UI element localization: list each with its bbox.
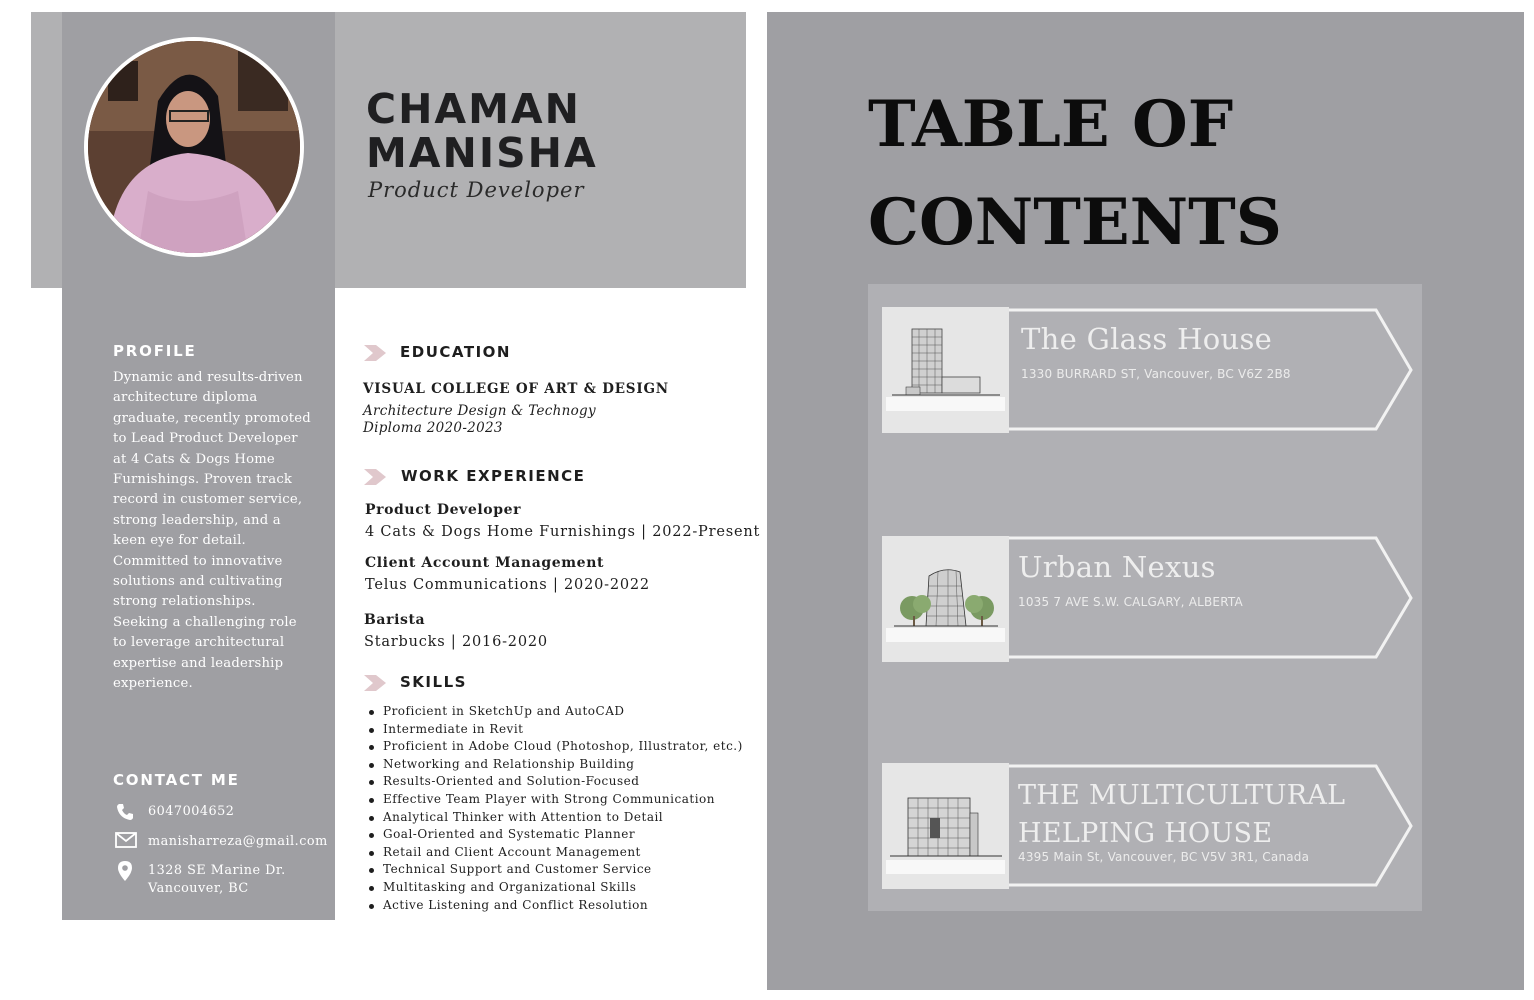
- job-2-title: Barista: [364, 612, 426, 628]
- phone-icon: [115, 802, 137, 822]
- skill-item: Results-Oriented and Solution-Focused: [369, 773, 743, 791]
- contact-heading: CONTACT ME: [113, 771, 240, 789]
- contact-phone: 6047004652: [148, 804, 235, 819]
- chevron-right-icon: [364, 467, 388, 487]
- skill-item: Analytical Thinker with Attention to Detail: [369, 809, 743, 827]
- contact-address-line2: Vancouver, BC: [148, 881, 249, 896]
- toc-entry-2-title[interactable]: [1018, 777, 1345, 853]
- skill-item: Proficient in SketchUp and AutoCAD: [369, 703, 743, 721]
- toc-entry-0-address: 1330 BURRARD ST, Vancouver, BC V6Z 2B8: [1021, 367, 1291, 381]
- skill-item: Active Listening and Conflict Resolution: [369, 897, 743, 915]
- work-experience-heading: WORK EXPERIENCE: [401, 467, 586, 485]
- skills-heading: SKILLS: [400, 673, 467, 691]
- program-line2: Diploma 2020-2023: [363, 420, 503, 436]
- toc-entry-1-title[interactable]: Urban Nexus: [1018, 550, 1216, 584]
- urban-nexus-thumbnail[interactable]: [882, 536, 1009, 662]
- toc-entry-0-title[interactable]: The Glass House: [1021, 322, 1273, 356]
- toc-title-line1: TABLE OF: [868, 87, 1234, 162]
- skill-item: Goal-Oriented and Systematic Planner: [369, 826, 743, 844]
- program: [363, 403, 596, 437]
- job-2-detail: Starbucks | 2016-2020: [364, 634, 548, 650]
- contact-address-line1: 1328 SE Marine Dr.: [148, 863, 286, 878]
- school-name: VISUAL COLLEGE OF ART & DESIGN: [363, 381, 669, 397]
- skill-item: Retail and Client Account Management: [369, 844, 743, 862]
- job-title: Product Developer: [368, 178, 585, 202]
- toc-title-line2: CONTENTS: [868, 185, 1282, 260]
- profile-photo: [84, 37, 304, 257]
- skills-list: [369, 703, 743, 914]
- job-1-detail: Telus Communications | 2020-2022: [365, 577, 650, 593]
- skill-item: Networking and Relationship Building: [369, 756, 743, 774]
- education-heading: EDUCATION: [400, 343, 511, 361]
- toc-entry-2-title-line2: HELPING HOUSE: [1018, 818, 1273, 849]
- multicultural-helping-house-thumbnail[interactable]: [882, 763, 1009, 889]
- skill-item: Effective Team Player with Strong Communication: [369, 791, 743, 809]
- toc-entry-2-address: 4395 Main St, Vancouver, BC V5V 3R1, Canada: [1018, 850, 1310, 864]
- location-pin-icon: [117, 860, 139, 880]
- toc-entry-2-title-line1: THE MULTICULTURAL: [1018, 780, 1346, 811]
- skill-item: Intermediate in Revit: [369, 721, 743, 739]
- job-0-title: Product Developer: [365, 502, 522, 518]
- contact-email: manisharreza@gmail.com: [148, 834, 328, 849]
- job-1-title: Client Account Management: [365, 555, 605, 571]
- toc-entry-1-address: 1035 7 AVE S.W. CALGARY, ALBERTA: [1018, 595, 1243, 609]
- chevron-right-icon: [364, 343, 388, 363]
- skill-item: Proficient in Adobe Cloud (Photoshop, Illustrator, etc.): [369, 738, 743, 756]
- skill-item: Multitasking and Organizational Skills: [369, 879, 743, 897]
- job-0-detail: 4 Cats & Dogs Home Furnishings | 2022-Present: [365, 524, 761, 540]
- name-second-line: MANISHA: [366, 129, 598, 177]
- mail-icon: [115, 832, 137, 852]
- profile-text: Dynamic and results-driven architecture diploma graduate, recently promoted to Lead Product Developer at 4 Cats & Dogs Home Furnishings. Proven track record in customer service, strong leadership, and a keen eye for detail. Committed to innovative solutions and cultivating strong relationships. Seeking a challenging role to leverage architectural expertise and leadership experience.: [113, 370, 311, 692]
- chevron-right-icon: [364, 673, 388, 693]
- name-first-line: CHAMAN: [366, 85, 581, 133]
- skill-item: Technical Support and Customer Service: [369, 861, 743, 879]
- profile-heading: PROFILE: [113, 342, 197, 360]
- glass-house-thumbnail[interactable]: [882, 307, 1009, 433]
- program-line1: Architecture Design & Technogy: [363, 403, 596, 419]
